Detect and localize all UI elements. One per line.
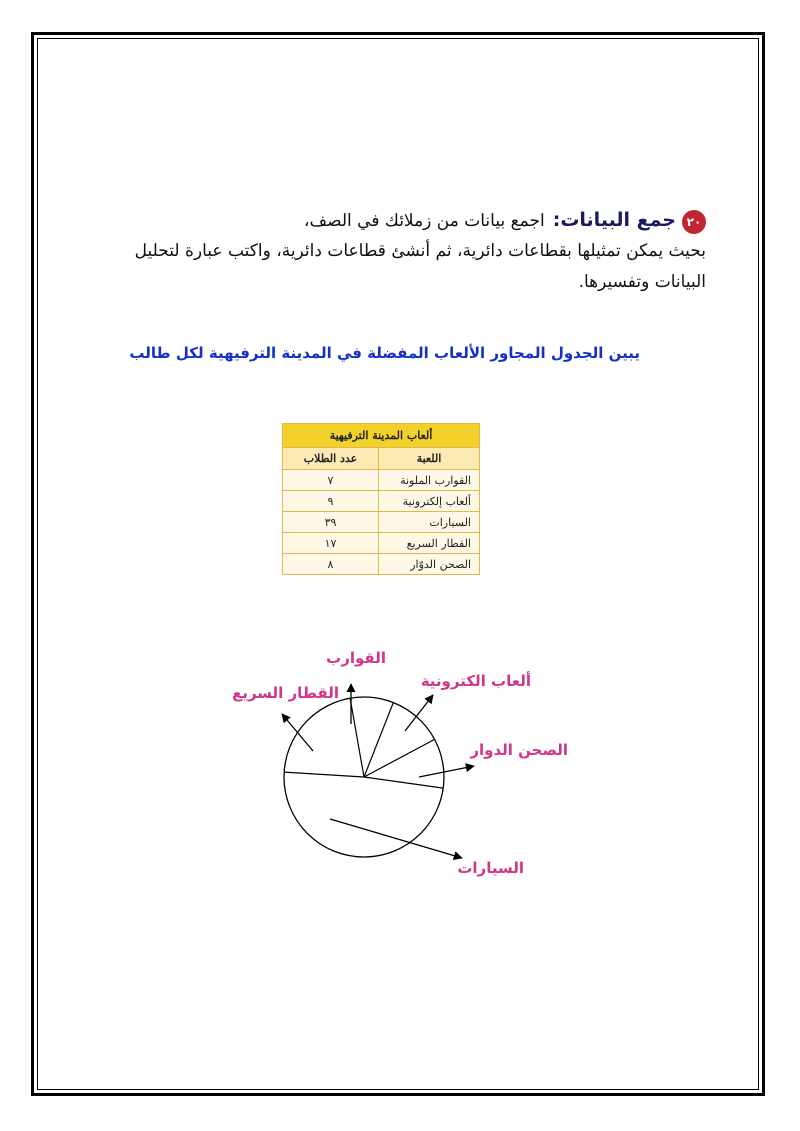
table-cell-count: ٩ <box>283 491 379 512</box>
question-line-1: اجمع بيانات من زملائك في الصف، <box>304 211 545 231</box>
table-header-game: اللعبة <box>379 448 480 470</box>
question-number-badge: ٢٠ <box>682 210 706 234</box>
pie-label-electronic: ألعاب الكترونية <box>420 672 531 690</box>
table-cell-count: ٣٩ <box>283 512 379 533</box>
table-cell-count: ٨ <box>283 554 379 575</box>
pie-label-boats: القوارب <box>326 649 386 667</box>
table-cell-game: ألعاب إلكترونية <box>379 491 480 512</box>
question-line-2: بحيث يمكن تمثيلها بقطاعات دائرية، ثم أنشئ قطاعات دائرية، واكتب عبارة لتحليل <box>134 241 706 261</box>
subtitle: يبين الجدول المجاور الألعاب المفضلة في المدينة الترفيهية لكل طالب <box>129 344 640 362</box>
table-cell-game: الصحن الدوّار <box>379 554 480 575</box>
pie-label-train: القطار السريع <box>232 684 339 702</box>
question-title: جمع البيانات: <box>552 209 676 231</box>
table-cell-game: السيارات <box>379 512 480 533</box>
table-cell-game: القوارب الملونة <box>379 470 480 491</box>
question-line-3: البيانات وتفسيرها. <box>578 272 706 292</box>
pie-label-spinner: الصحن الدوار <box>470 741 568 759</box>
table-title: ألعاب المدينة الترفيهية <box>283 424 480 448</box>
table-header-count: عدد الطلاب <box>283 448 379 470</box>
table-cell-count: ١٧ <box>283 533 379 554</box>
table-cell-count: ٧ <box>283 470 379 491</box>
table-cell-game: القطار السريع <box>379 533 480 554</box>
pie-label-cars: السيارات <box>457 859 524 877</box>
